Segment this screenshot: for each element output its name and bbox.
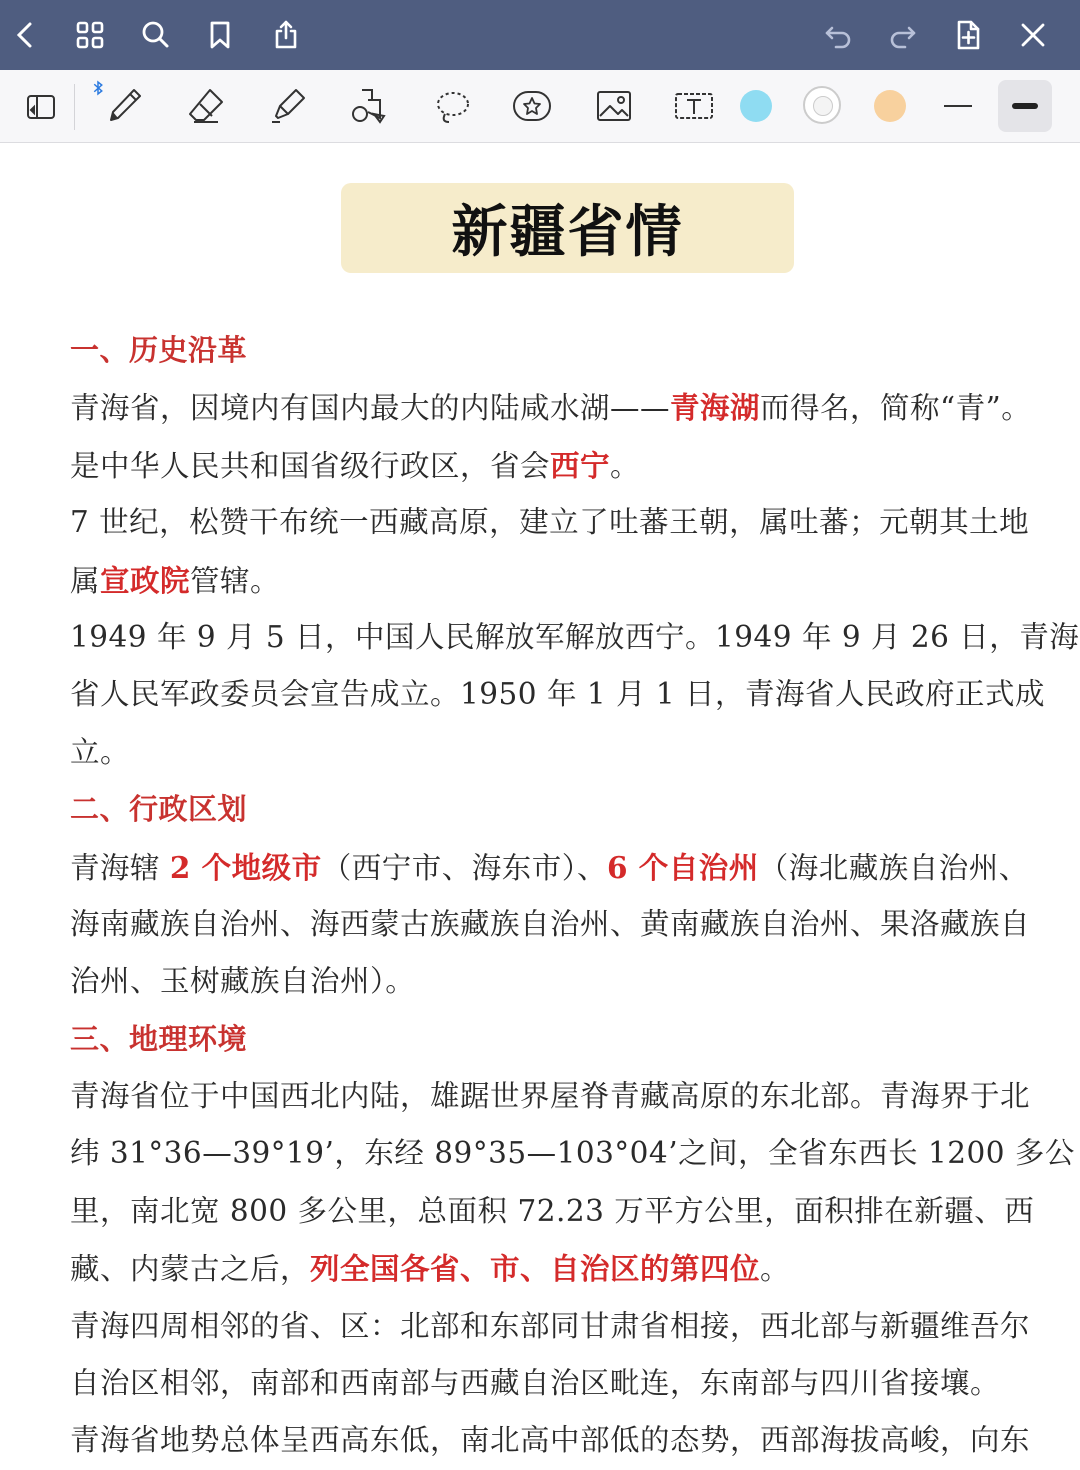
paragraph-line: 纬 31°36—39°19’，东经 89°35—103°04’之间，全省东西长 1200 多公 — [70, 1136, 1075, 1171]
tools-toolbar — [0, 70, 1080, 143]
section-heading: 三、地理环境 — [70, 1021, 248, 1056]
paragraph-line — [70, 839, 1029, 896]
share-icon[interactable] — [268, 17, 304, 53]
text: （海北藏族自治州、 — [758, 850, 1029, 885]
shapes-icon[interactable] — [342, 82, 394, 130]
add-page-icon[interactable] — [950, 17, 986, 53]
highlighter-icon[interactable] — [262, 82, 314, 130]
lasso-icon[interactable] — [425, 82, 477, 130]
highlight-text: 2 个地级市 — [169, 849, 322, 885]
close-icon[interactable] — [1015, 17, 1051, 53]
eraser-icon[interactable] — [180, 82, 232, 130]
document-title-box — [341, 183, 794, 273]
pen-icon[interactable] — [98, 82, 150, 130]
document-content — [70, 322, 1080, 1470]
paragraph-line — [70, 1240, 1015, 1297]
paragraph-line: 自治区相邻，南部和西南部与西藏自治区毗连，东南部与四川省接壤。 — [70, 1366, 1001, 1401]
search-icon[interactable] — [137, 17, 173, 53]
undo-icon[interactable] — [820, 17, 856, 53]
color-swatch-white-selected[interactable] — [803, 86, 841, 124]
redo-icon[interactable] — [885, 17, 921, 53]
paragraph-line: 青海四周相邻的省、区：北部和东部同甘肃省相接，西北部与新疆维吾尔 — [70, 1308, 1031, 1343]
paragraph-line: 青海省位于中国西北内陆，雄踞世界屋脊青藏高原的东北部。青海界于北 — [70, 1079, 1031, 1114]
text: 是中华人民共和国省级行政区，省会 — [70, 448, 551, 483]
text: 青海辖 — [70, 850, 170, 885]
text: 。 — [610, 448, 641, 483]
highlight-text: 6 个自治州 — [606, 849, 759, 885]
stroke-thick-option[interactable] — [998, 80, 1052, 132]
highlight-text: 宣政院 — [100, 562, 191, 598]
color-swatch-orange[interactable] — [874, 90, 906, 122]
paragraph-line: 7 世纪，松赞干布统一西藏高原，建立了吐蕃王朝，属吐蕃；元朝其土地 — [70, 505, 1030, 540]
text: 属 — [70, 563, 101, 598]
paragraph-line — [70, 379, 1032, 436]
paragraph-line — [70, 437, 1015, 494]
text: （西宁市、海东市）、 — [321, 850, 607, 885]
back-icon[interactable] — [8, 17, 44, 53]
grid-icon[interactable] — [72, 17, 108, 53]
paragraph-line: 青海省地势总体呈西高东低，南北高中部低的态势，西部海拔高峻，向东 — [70, 1423, 1031, 1458]
text: 管辖。 — [190, 563, 281, 598]
section-heading: 二、行政区划 — [70, 792, 248, 827]
top-navigation-bar — [0, 0, 1080, 70]
paragraph-line: 立。 — [70, 734, 131, 769]
paragraph-line: 海南藏族自治州、海西蒙古族藏族自治州、黄南藏族自治州、果洛藏族自 — [70, 906, 1031, 941]
text: 青海省，因境内有国内最大的内陆咸水湖—— — [70, 391, 671, 426]
color-swatch-cyan[interactable] — [740, 90, 772, 122]
image-icon[interactable] — [588, 82, 640, 130]
text-box-icon[interactable] — [668, 82, 720, 130]
paragraph-line — [70, 552, 1015, 609]
section-heading: 一、历史沿革 — [70, 333, 248, 367]
paragraph-line: 治州、玉树藏族自治州）。 — [70, 964, 416, 999]
paragraph-line: 里，南北宽 800 多公里，总面积 72.23 万平方公里，面积排在新疆、西 — [70, 1193, 1035, 1228]
highlight-text: 列全国各省、市、自治区的第四位 — [310, 1251, 761, 1287]
toolbar-divider — [74, 84, 75, 130]
paragraph-line: 省人民军政委员会宣告成立。1950 年 1 月 1 日，青海省人民政府正式成 — [70, 677, 1045, 712]
page-layout-icon[interactable] — [14, 82, 66, 130]
highlight-text: 青海湖 — [670, 390, 761, 426]
sticker-icon[interactable] — [506, 82, 558, 130]
text: 而得名，简称“青”。 — [760, 391, 1032, 426]
text: 藏、内蒙古之后， — [70, 1252, 311, 1287]
document-title: 新疆省情 — [451, 199, 684, 265]
bookmark-icon[interactable] — [202, 17, 238, 53]
stroke-thin-option[interactable] — [944, 105, 972, 107]
paragraph-line: 1949 年 9 月 5 日，中国人民解放军解放西宁。1949 年 9 月 26 日，青海 — [70, 619, 1080, 654]
highlight-text: 西宁 — [550, 447, 611, 483]
text: 。 — [760, 1252, 791, 1287]
